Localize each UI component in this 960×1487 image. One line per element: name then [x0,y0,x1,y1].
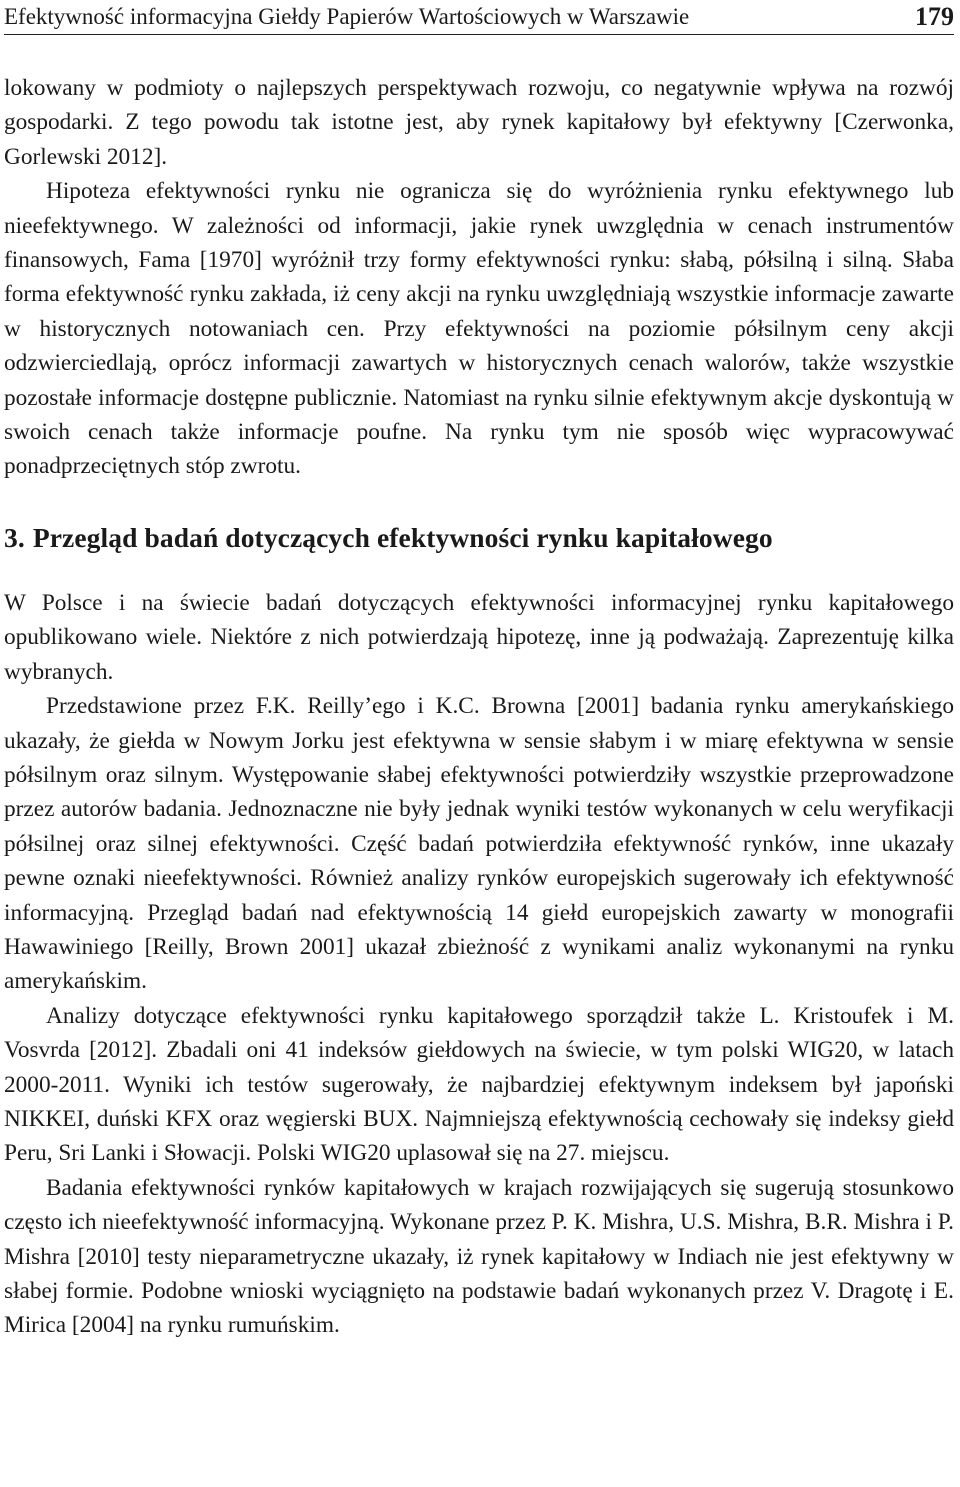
paragraph: lokowany w podmioty o najlepszych perspektywach rozwoju, co negatywnie wpływa na rozwój gospodarki. Z tego powodu tak istotne jest, aby rynek kapitałowy był efektywny [Czerwonka, Gorlewski 2012]. [4,75,954,170]
section-number: 3. [4,521,25,553]
paragraph: Analizy dotyczące efektywności rynku kapitałowego sporządził także L. Kristoufek i M. Vosvrda [2012]. Zbadali oni 41 indeksów giełdowych na świecie, w tym polski WIG20, w latach 2000-2011. Wyniki ich testów sugerowały, że najbardziej efektywnym indeksem był japoński NIKKEI, duński KFX oraz węgierski BUX. Najmniejszą efektywnością cechowały się indeksy giełd Peru, Sri Lanki i Słowacji. Polski WIG20 uplasował się na 27. miejscu. [4,1002,954,1167]
body-text [4,71,954,1343]
section-title: Przegląd badań dotyczących efektywności rynku kapitałowego [32,521,773,553]
running-header [4,0,954,35]
paragraph: W Polsce i na świecie badań dotyczących efektywności informacyjnej rynku kapitałowego opublikowano wiele. Niektóre z nich potwierdzają hipotezę, inne ją podważają. Zaprezentuję kilka wybranych. [4,589,954,685]
running-title: Efektywność informacyjna Giełdy Papierów Wartościowych w Warszawie [4,4,690,29]
paragraph: Hipoteza efektywności rynku nie ogranicza się do wyróżnienia rynku efektywnego lub nieefektywnego. W zależności od informacji, jakie rynek uwzględnia w cenach instrumentów finansowych, Fama [1970] wyróżnił trzy formy efektywności rynku: słabą, półsilną i silną. Słaba forma efektywność rynku zakłada, iż ceny akcji na rynku uwzględniają wszystkie informacje zawarte w historycznych notowaniach cen. Przy efektywności na poziomie półsilnym ceny akcji odzwierciedlają, oprócz informacji zawartych w historycznych cenach walorów, także wszystkie pozostałe informacje dostępne publicznie. Natomiast na rynku silnie efektywnym akcje dyskontują w swoich cenach także informacje poufne. Na rynku tym nie sposób więc wypracowywać ponadprzeciętnych stóp zwrotu. [4,178,954,480]
paragraph: Przedstawione przez F.K. Reilly’ego i K.C. Browna [2001] badania rynku amerykańskiego ukazały, że giełda w Nowym Jorku jest efektywna w sensie słabym i w miarę efektywna w sensie półsilnym oraz silnym. Występowanie słabej efektywności potwierdziły wszystkie przeprowadzone przez autorów badania. Jednoznaczne nie były jednak wyniki testów wykonanych w celu weryfikacji półsilnej oraz silnej efektywności. Część badań potwierdziła efektywność rynków, inne ukazały pewne oznaki nieefektywności. Również analizy rynków europejskich sugerowały ich efektywność informacyjną. Przegląd badań nad efektywnością 14 giełd europejskich zawarty w monografii Hawawiniego [Reilly, Brown 2001] ukazał zbieżność z wynikami analiz wykonanymi na rynku amerykańskim. [4,693,954,995]
paragraph: Badania efektywności rynków kapitałowych w krajach rozwijających się sugerują stosunkowo często ich nieefektywność informacyjną. Wykonane przez P. K. Mishra, U.S. Mishra, B.R. Mishra i P. Mishra [2010] testy nieparametryczne ukazały, iż rynek kapitałowy w Indiach nie jest efektywny w słabej formie. Podobne wnioski wyciągnięto na podstawie badań wykonanych przez V. Dragotę i E. Mirica [2004] na rynku rumuńskim. [4,1174,954,1339]
page-number: 179 [915,2,954,31]
section-heading [4,518,954,558]
